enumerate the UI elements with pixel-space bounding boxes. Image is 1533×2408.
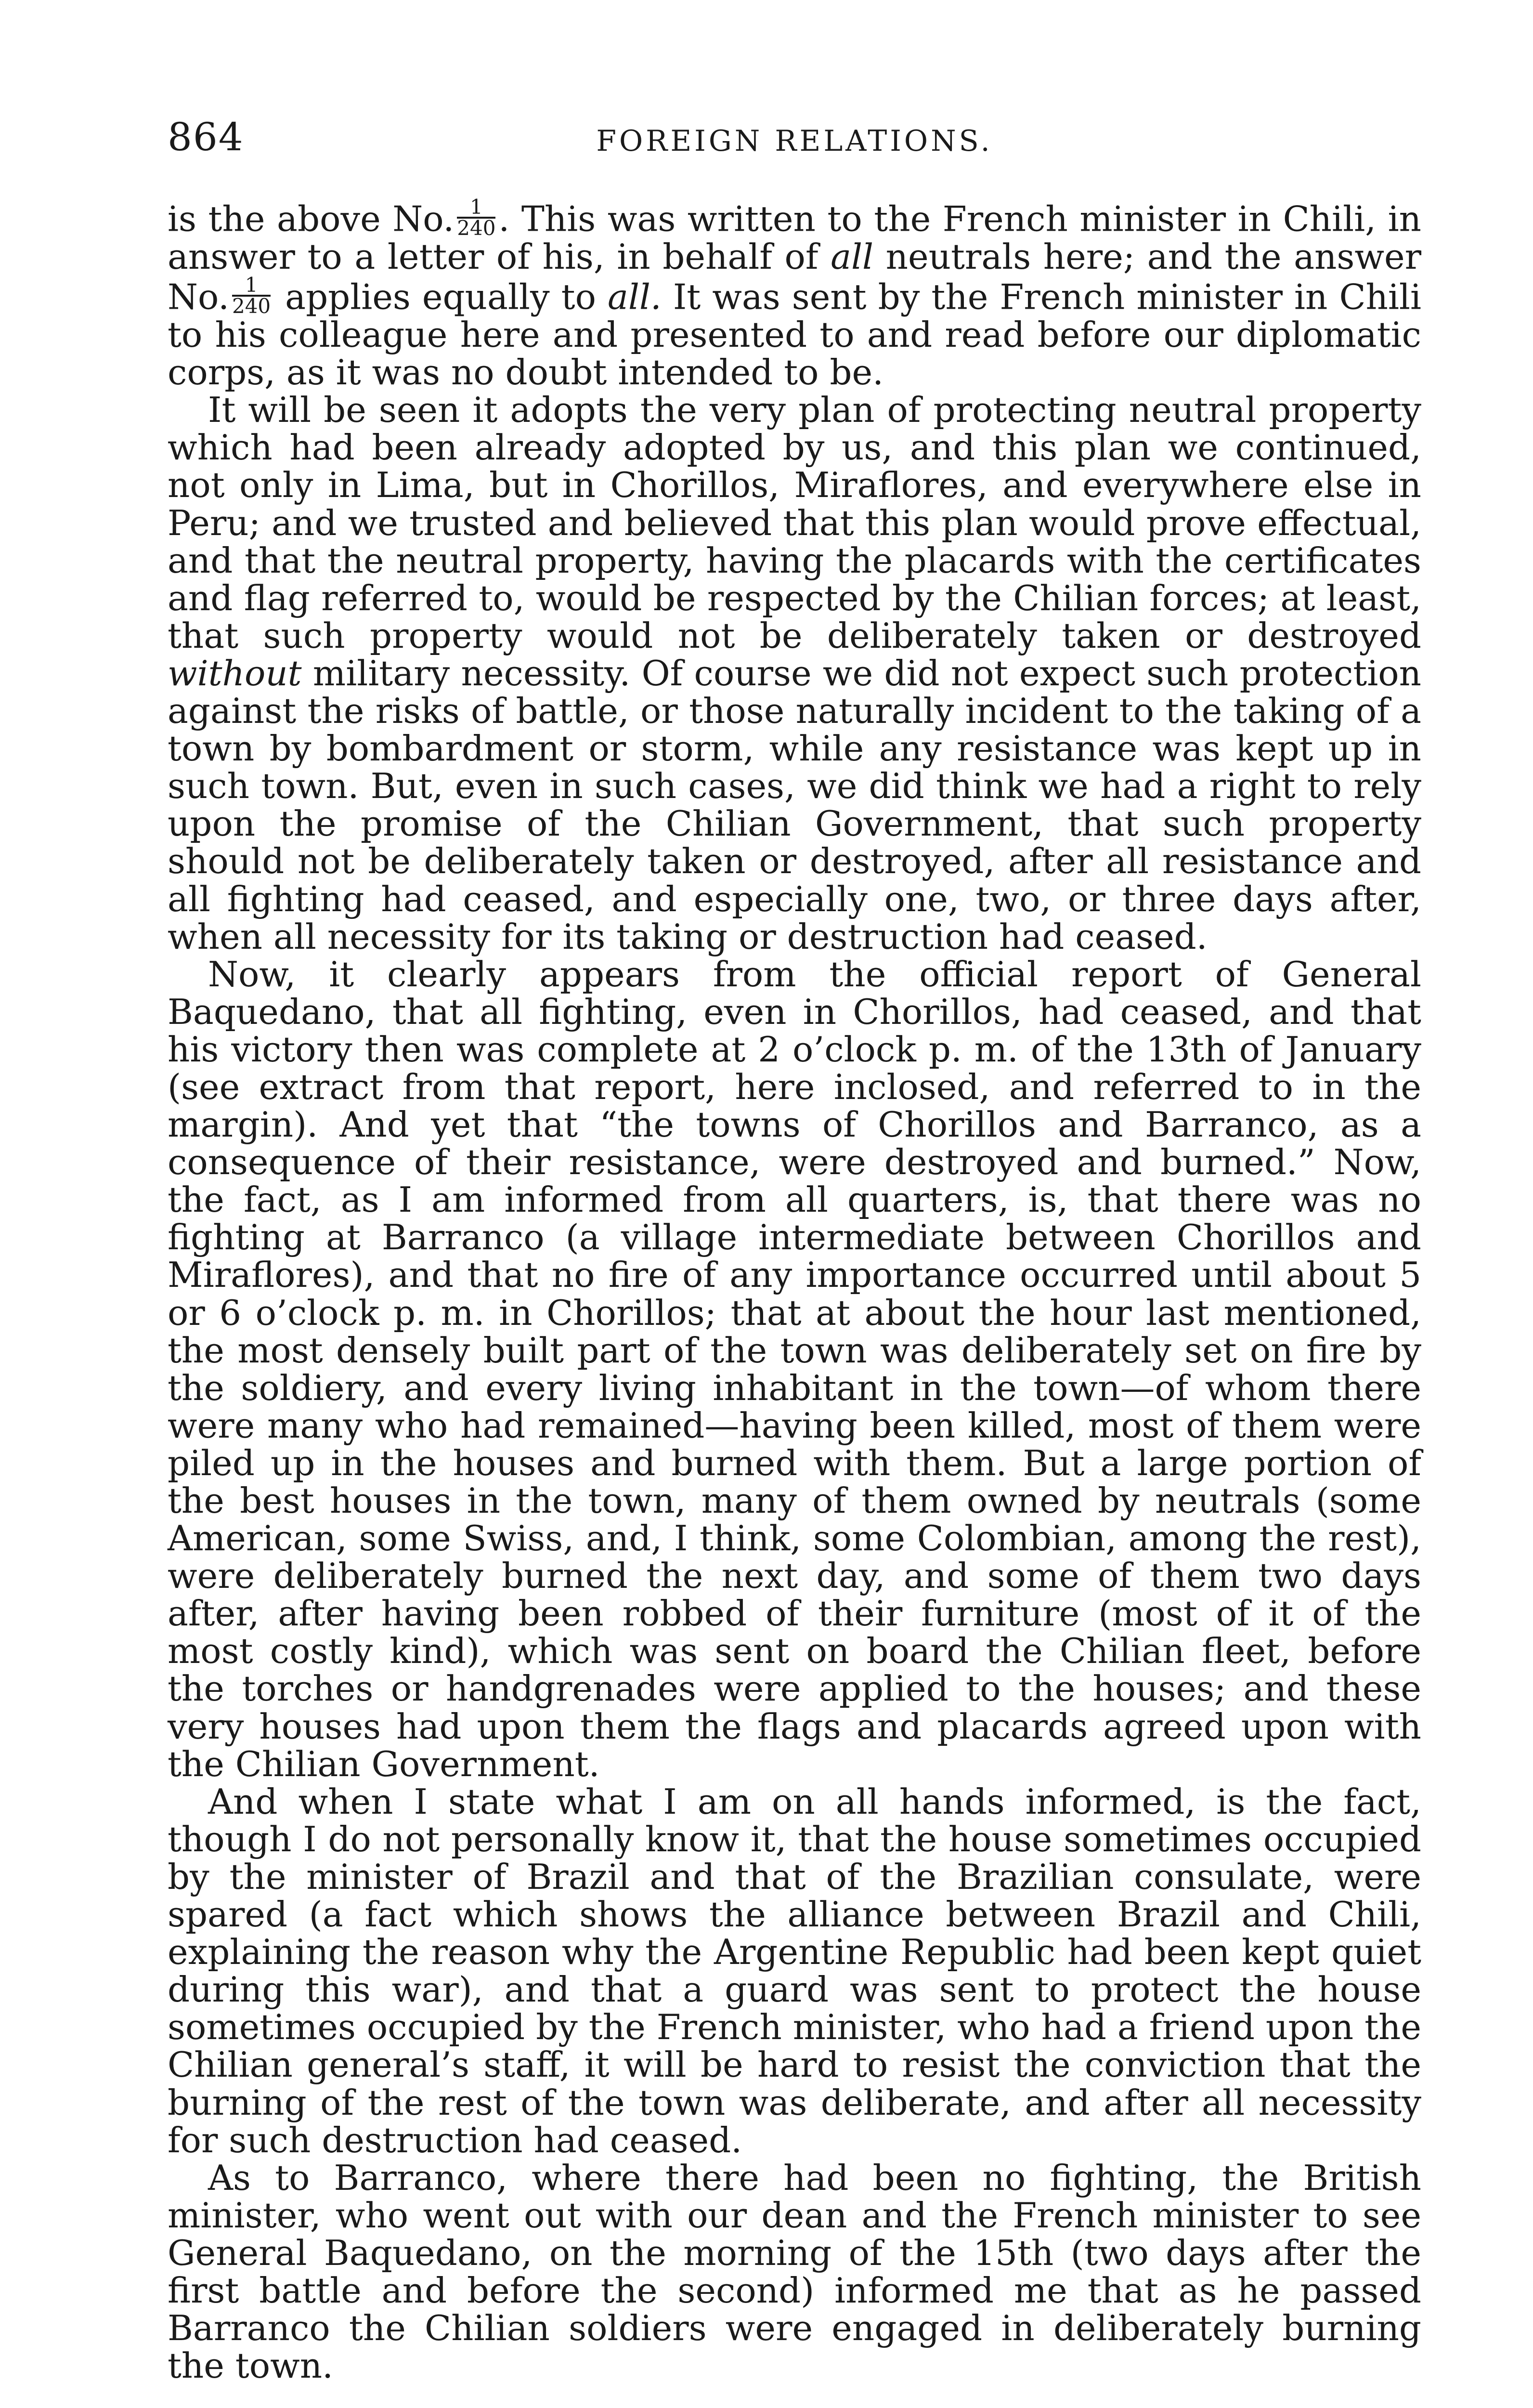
text-run: military necessity. Of course we did not expect such protection against the risks of battle, or those naturally incident to the taking of a town by bombardment or storm, while any resistance was kept up in such town. But, even in such cases, we did think we had a right to rely upon the promise of the Chilian Government, that such property should not be deliberately taken or destroyed, after all resistance and all fighting had ceased, and especially one, two, or three days after, when all necessity for its taking or destruction had ceased. [168, 653, 1421, 957]
paragraph-2 [168, 391, 1421, 955]
paragraph-5: As to Barranco, where there had been no fighting, the British minister, who went out with our dean and the French minister to see General Baquedano, on the morning of the 15th (two days after the first battle and before the second) informed me that as he passed Barranco the Chilian soldiers were engaged in deliberately burning the town. [168, 2157, 1421, 2386]
fraction [232, 275, 271, 316]
page-number: 864 [168, 115, 244, 159]
paragraph-4: And when I state what I am on all hands informed, is the fact, though I do not personally know it, that the house sometimes occupied by the minister of Brazil and that of the Brazilian consulate, were spared (a fact which shows the alliance between Brazil and Chili, explaining the reason why the Argentine Republic had been kept quiet during this war), and that a guard was sent to protect the house sometimes occupied by the French minister, who had a friend upon the Chilian general’s staff, it will be hard to resist the conviction that the burning of the rest of the town was deliberate, and after all necessity for such destruction had ceased. [168, 1781, 1421, 2160]
running-head: FOREIGN RELATIONS. [596, 124, 993, 158]
fraction-numerator: 1 [457, 197, 495, 219]
italic-run: all [831, 236, 874, 277]
italic-run: without [168, 653, 302, 694]
text-run: . This was written to the French minister in Chili, in answer to a letter of his, in behalf of [168, 198, 1421, 277]
text-run: neutrals here; and the answer No. [168, 236, 1421, 317]
fraction-denominator: 240 [232, 294, 271, 318]
page-header [168, 108, 1421, 166]
text-run: is the above No. [168, 198, 455, 239]
text-run: applies equally to [273, 276, 608, 317]
fraction [457, 197, 495, 238]
paragraph-1 [168, 197, 1421, 391]
paragraph-3: Now, it clearly appears from the official report of General Baquedano, that all fighting, even in Chorillos, had ceased, and that his victory then was complete at 2 o’clock p. m. of the 13th of January (see extract from that report, here inclosed, and referred to in the margin). And yet that “the towns of Chorillos and Barranco, as a consequence of their resistance, were destroyed and burned.” Now, the fact, as I am informed from all quarters, is, that there was no fighting at Barranco (a village intermediate between Chorillos and Miraflores), and that no fire of any importance occurred until about 5 or 6 o’clock p. m. in Chorillos; that at about the hour last mentioned, the most densely built part of the town was deliberately set on fire by the soldiery, and every living inhabitant in the town—of whom there were many who had remained—having been killed, most of them were piled up in the houses and burned with them. But a large portion of the best houses in the town, many of them owned by neutrals (some American, some Swiss, and, I think, some Colombian, among the rest), were deliberately burned the next day, and some of them two days after, after having been robbed of their furniture (most of it of the most costly kind), which was sent on board the Chilian fleet, before the torches or handgrenades were applied to the houses; and these very houses had upon them the flags and placards agreed upon with the Chilian Government. [168, 954, 1421, 1784]
fraction-numerator: 1 [232, 275, 271, 297]
text-run: It was sent by the French minister in Chili to his colleague here and presented to and read before our diplomatic corps, as it was no doubt intended to be. [168, 276, 1421, 393]
text-run: It will be seen it adopts the very plan of protecting neutral property which had been already adopted by us, and this plan we continued, not only in Lima, but in Chorillos, Miraflores, and everywhere else in Peru; and we trusted and believed that this plan would prove effectual, and that the neutral property, having the placards with the certificates and flag referred to, would be respected by the Chilian forces; at least, that such property would not be deliberately taken or destroyed [168, 390, 1421, 656]
italic-run: all. [607, 276, 662, 317]
fraction-denominator: 240 [457, 216, 496, 240]
body-text [168, 197, 1421, 2384]
